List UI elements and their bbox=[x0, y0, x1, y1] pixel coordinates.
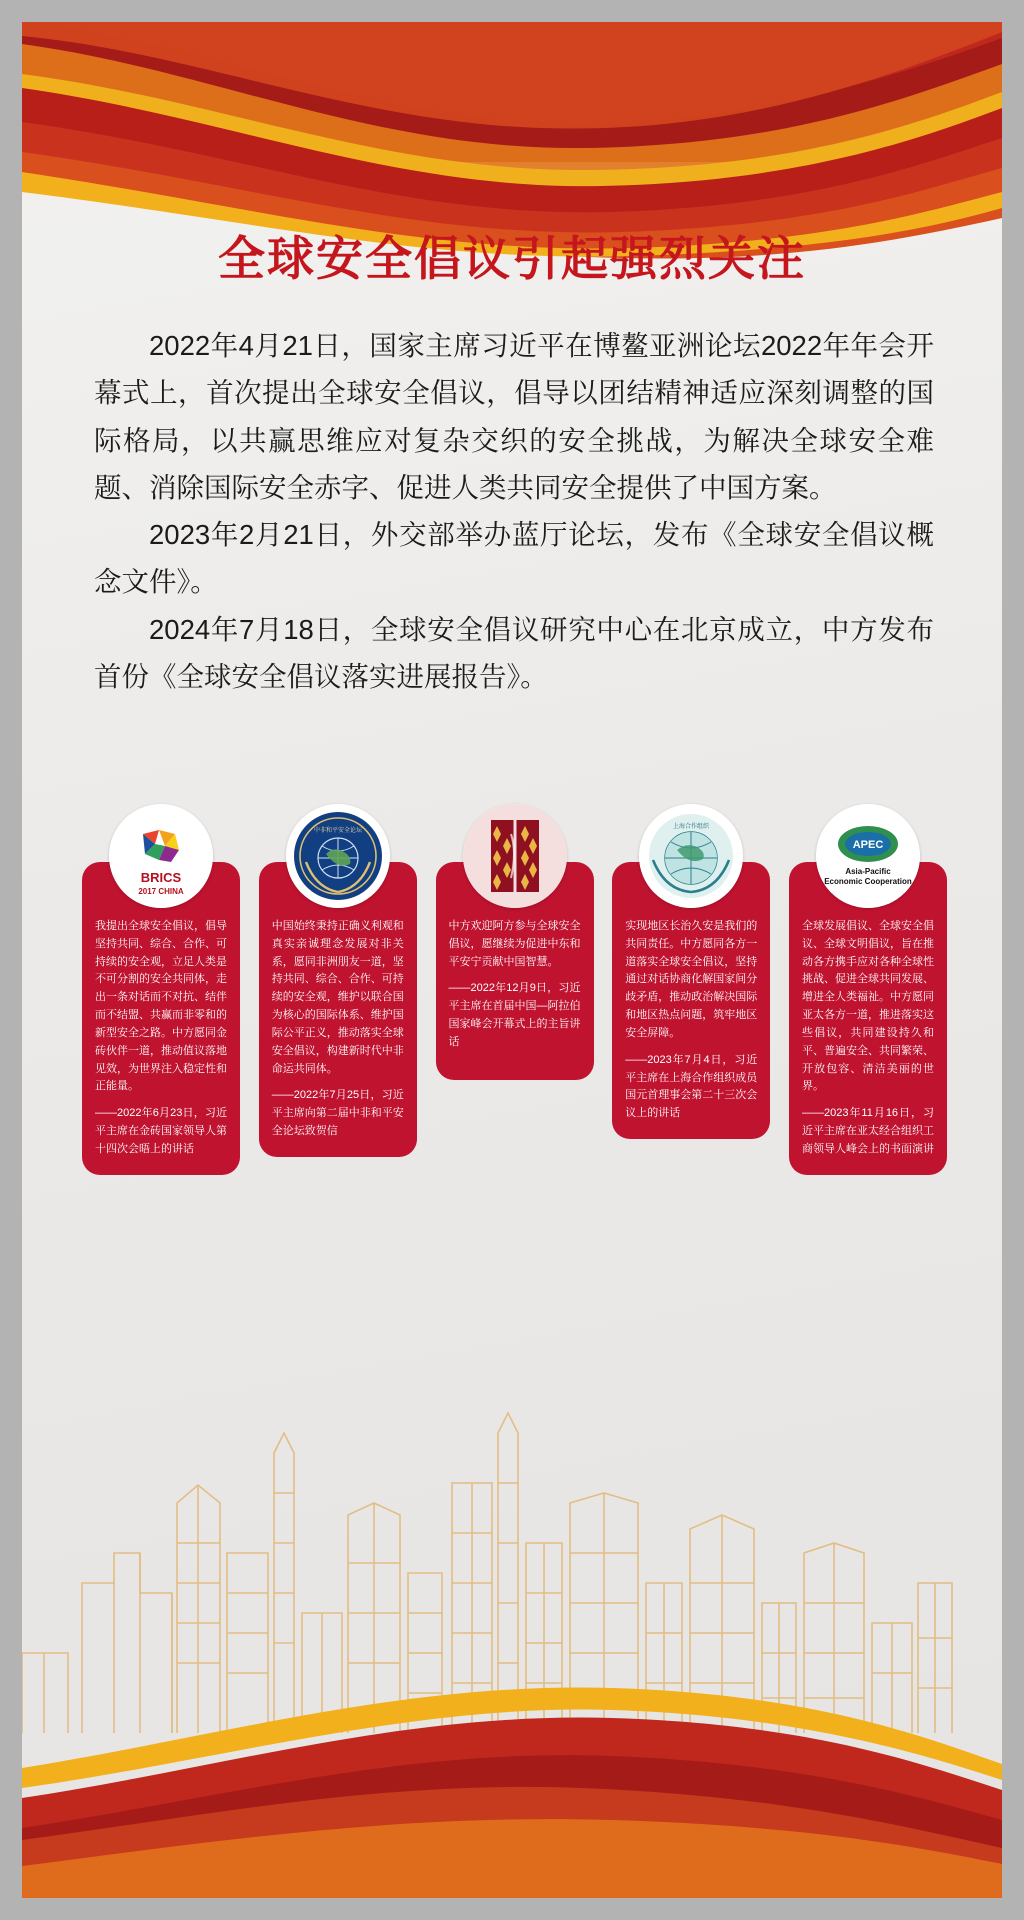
card-source: ——2022年12月9日，习近平主席在首届中国—阿拉伯国家峰会开幕式上的主旨讲话 bbox=[448, 982, 581, 1048]
apec-emblem bbox=[816, 804, 920, 908]
card-source: ——2023年7月4日，习近平主席在上海合作组织成员国元首理事会第二十三次会议上的讲话 bbox=[625, 1053, 758, 1120]
svg-text:Economic Cooperation: Economic Cooperation bbox=[824, 877, 912, 886]
paragraph-1: 2022年4月21日，国家主席习近平在博鳌亚洲论坛2022年年会开幕式上，首次提出全球安全倡议，倡导以团结精神适应深刻调整的国际格局，以共赢思维应对复杂交织的安全挑战，为解决全球安全难题、消除国际安全赤字、促进人类共同安全提供了中国方案。 bbox=[94, 330, 934, 503]
quote-cards-row bbox=[82, 804, 947, 1175]
china-arab-summit-emblem bbox=[463, 804, 567, 908]
svg-text:上海合作组织: 上海合作组织 bbox=[673, 824, 710, 830]
svg-text:Asia-Pacific: Asia-Pacific bbox=[845, 867, 891, 876]
quote-card[interactable] bbox=[82, 804, 240, 1175]
card-body bbox=[789, 862, 947, 1175]
page-title: 全球安全倡议引起强烈关注 bbox=[218, 232, 806, 285]
card-body bbox=[82, 862, 240, 1175]
sco-summit-emblem bbox=[639, 804, 743, 908]
paragraph-3: 2024年7月18日，全球安全倡议研究中心在北京成立，中方发布首份《全球安全倡议落实进展报告》。 bbox=[94, 613, 934, 693]
paragraph-2: 2023年2月21日，外交部举办蓝厅论坛，发布《全球安全倡议概念文件》。 bbox=[94, 519, 934, 598]
brics-logo-icon bbox=[109, 804, 213, 908]
card-quote: 全球发展倡议、全球安全倡议、全球文明倡议，旨在推动各方携手应对各种全球性挑战、促进全球共同发展、增进全人类福祉。中方愿同亚太各方一道，推进落实这些倡议，共同建设持久和平、普遍安全、共同繁荣、开放包容、清洁美丽的世界。 bbox=[802, 920, 934, 1093]
svg-text:APEC: APEC bbox=[852, 839, 884, 851]
china-arab-forum-emblem bbox=[286, 804, 390, 908]
card-quote: 中方欢迎阿方参与全球安全倡议，愿继续为促进中东和平安宁贡献中国智慧。 bbox=[448, 920, 581, 968]
summit-emblem-icon bbox=[463, 804, 567, 908]
card-quote: 实现地区长治久安是我们的共同责任。中方愿同各方一道落实全球安全倡议，坚持通过对话协商化解国家间分歧矛盾，推动政治解决国际和地区热点问题，筑牢地区安全屏障。 bbox=[625, 920, 758, 1039]
apec-logo-icon bbox=[816, 804, 920, 908]
top-wave-decoration bbox=[22, 22, 1002, 352]
card-source: ——2022年7月25日，习近平主席向第二届中非和平安全论坛致贺信 bbox=[271, 1089, 404, 1137]
card-source: ——2022年6月23日，习近平主席在金砖国家领导人第十四次会晤上的讲话 bbox=[95, 1107, 227, 1155]
svg-text:BRICS: BRICS bbox=[140, 870, 182, 885]
card-quote: 我提出全球安全倡议，倡导坚持共同、综合、合作、可持续的安全观，立足人类是不可分割的安全共同体，走出一条对话而不对抗、结伴而不结盟、共赢而非零和的新型安全之路。中方愿同金砖伙伴一道，推动值议落地见效，为世界注入稳定性和正能量。 bbox=[95, 920, 227, 1093]
card-quote: 中国始终秉持正确义利观和真实亲诚理念发展对非关系，愿同非洲朋友一道，坚持共同、综合、合作、可持续的安全观，维护以联合国为核心的国际体系、维护国际公平正义，推动落实全球安全倡议，构建新时代中非命运共同体。 bbox=[271, 920, 404, 1075]
quote-card[interactable] bbox=[612, 804, 770, 1175]
bottom-wave-decoration bbox=[22, 1468, 1002, 1898]
quote-card[interactable] bbox=[436, 804, 594, 1175]
forum-seal-icon bbox=[286, 804, 390, 908]
card-source: ——2023年11月16日，习近平主席在亚太经合组织工商领导人峰会上的书面演讲 bbox=[802, 1107, 934, 1155]
brics-2017-china-emblem bbox=[109, 804, 213, 908]
svg-text:中非和平安全论坛: 中非和平安全论坛 bbox=[313, 828, 362, 834]
quote-card[interactable] bbox=[789, 804, 947, 1175]
svg-text:2017 CHINA: 2017 CHINA bbox=[138, 887, 184, 896]
body-text-block bbox=[94, 322, 934, 700]
quote-card[interactable] bbox=[259, 804, 417, 1175]
poster-canvas bbox=[22, 22, 1002, 1898]
sco-globe-icon bbox=[639, 804, 743, 908]
